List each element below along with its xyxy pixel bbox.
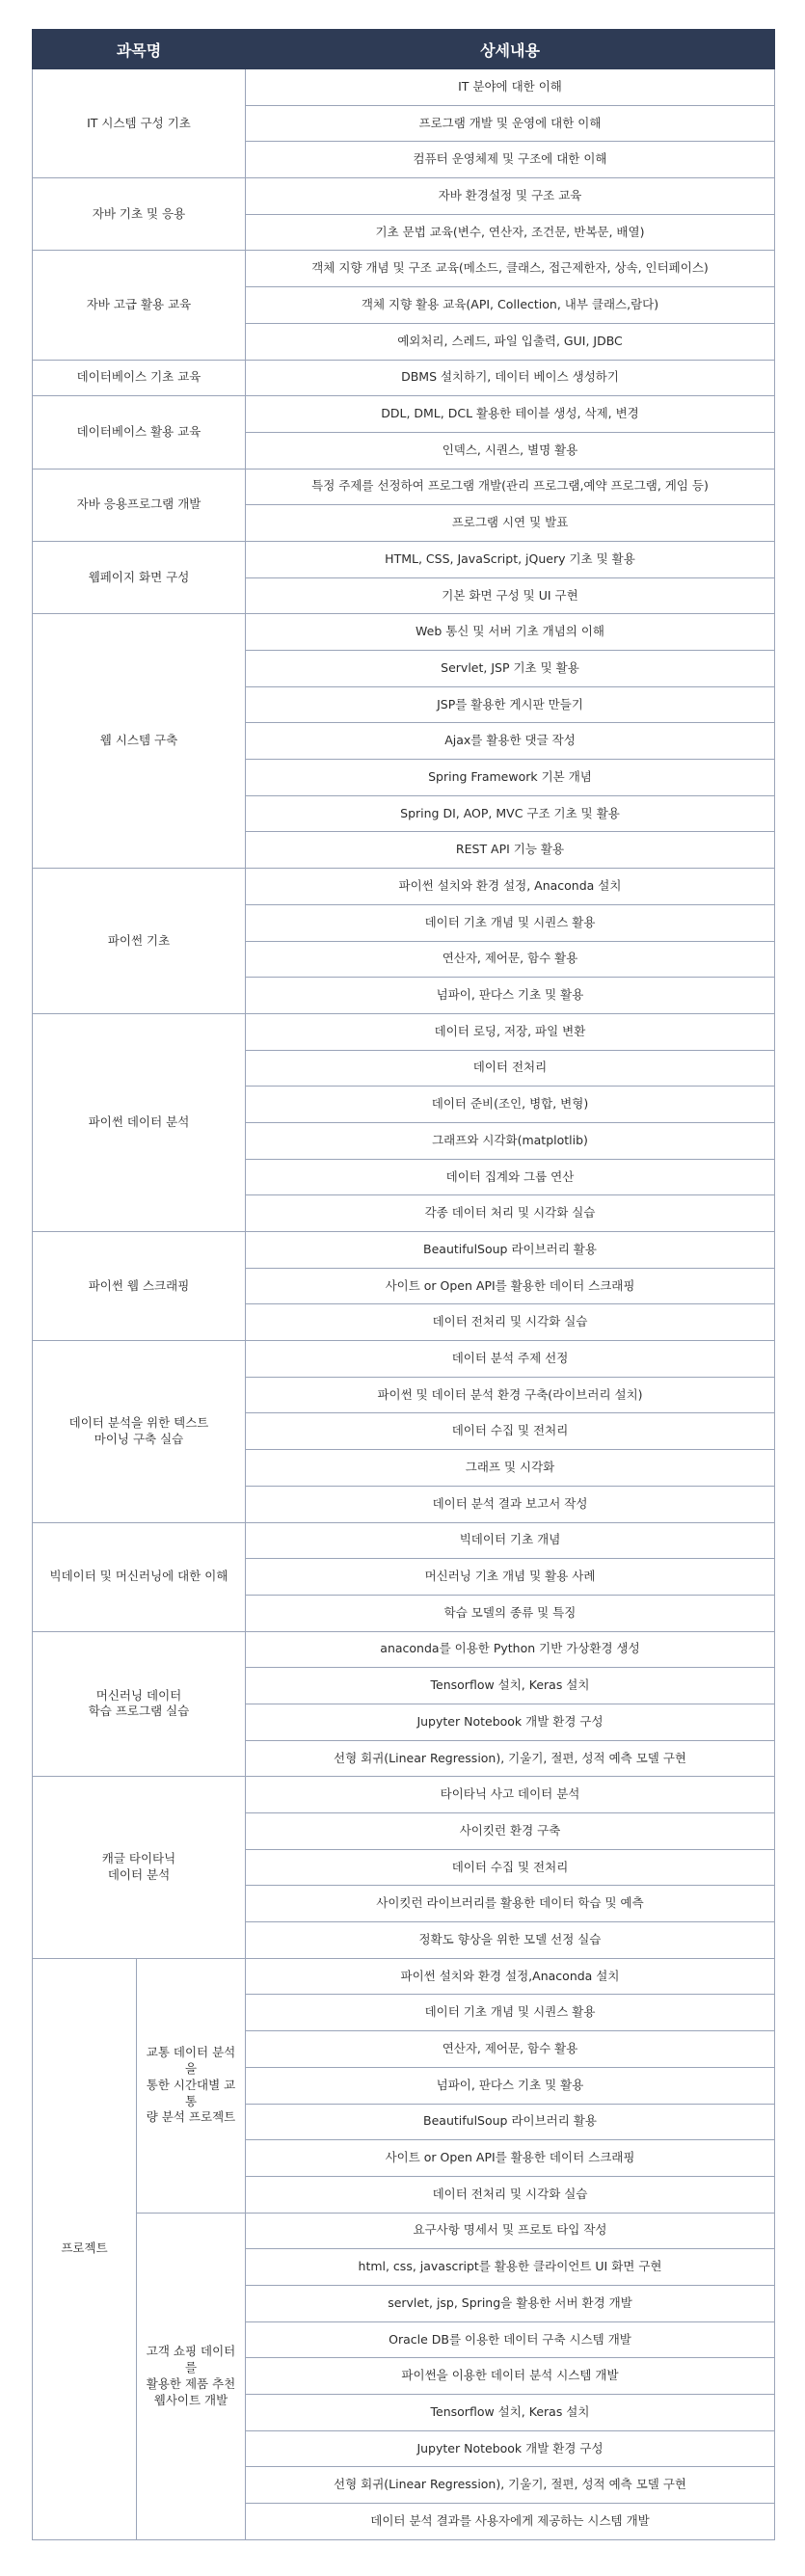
table-row — [33, 360, 775, 396]
course-detail: 객체 지향 개념 및 구조 교육(메소드, 클래스, 접근제한자, 상속, 인터페이스) — [246, 251, 775, 287]
course-detail: 사이킷런 환경 구축 — [246, 1813, 775, 1850]
course-detail: Tensorflow 설치, Keras 설치 — [246, 1668, 775, 1704]
header-detail: 상세내용 — [246, 30, 775, 69]
table-row — [33, 1958, 775, 1995]
course-detail: 머신러닝 기초 개념 및 활용 사례 — [246, 1559, 775, 1596]
table-row — [33, 251, 775, 287]
table-row — [33, 178, 775, 215]
table-row — [33, 1631, 775, 1668]
course-detail: Servlet, JSP 기초 및 활용 — [246, 651, 775, 687]
course-detail: 정확도 향상을 위한 모델 선정 실습 — [246, 1922, 775, 1959]
table-body — [33, 69, 775, 2540]
course-detail: 학습 모델의 종류 및 특징 — [246, 1595, 775, 1631]
course-detail: 빅데이터 기초 개념 — [246, 1522, 775, 1559]
course-name: 데이터 분석을 위한 텍스트 마이닝 구축 실습 — [33, 1341, 246, 1522]
table-row — [33, 1232, 775, 1269]
course-name: 웹 시스템 구축 — [33, 614, 246, 869]
course-name: 데이터베이스 활용 교육 — [33, 396, 246, 469]
course-name: 데이터베이스 기초 교육 — [33, 360, 246, 396]
project-detail: 데이터 분석 결과를 사용자에게 제공하는 시스템 개발 — [246, 2504, 775, 2540]
course-detail: 인덱스, 시퀀스, 별명 활용 — [246, 432, 775, 469]
table-row — [33, 869, 775, 905]
course-detail: IT 분야에 대한 이해 — [246, 69, 775, 106]
course-detail: 파이썬 및 데이터 분석 환경 구축(라이브러리 설치) — [246, 1377, 775, 1413]
course-name: 파이썬 웹 스크래핑 — [33, 1232, 246, 1341]
course-detail: 데이터 수집 및 전처리 — [246, 1849, 775, 1886]
project-sub-name: 고객 쇼핑 데이터를 활용한 제품 추천 웹사이트 개발 — [137, 2213, 246, 2539]
course-detail: BeautifulSoup 라이브러리 활용 — [246, 1232, 775, 1269]
project-detail: servlet, jsp, Spring을 활용한 서버 환경 개발 — [246, 2285, 775, 2321]
course-detail: 자바 환경설정 및 구조 교육 — [246, 178, 775, 215]
course-name: 자바 고급 활용 교육 — [33, 251, 246, 360]
course-detail: Spring Framework 기본 개념 — [246, 760, 775, 796]
project-detail: BeautifulSoup 라이브러리 활용 — [246, 2104, 775, 2140]
course-detail: 데이터 집계와 그룹 연산 — [246, 1159, 775, 1195]
table-row — [33, 1341, 775, 1378]
course-detail: 데이터 준비(조인, 병합, 변형) — [246, 1087, 775, 1123]
course-detail: 프로그램 시연 및 발표 — [246, 505, 775, 542]
project-detail: Jupyter Notebook 개발 환경 구성 — [246, 2430, 775, 2467]
course-detail: 넘파이, 판다스 기초 및 활용 — [246, 978, 775, 1014]
project-detail: 선형 회귀(Linear Regression), 기울기, 절편, 성적 예측 모델 구현 — [246, 2467, 775, 2504]
table-row — [33, 541, 775, 577]
course-detail: 선형 회귀(Linear Regression), 기울기, 절편, 성적 예측 모델 구현 — [246, 1740, 775, 1777]
course-detail: 기초 문법 교육(변수, 연산자, 조건문, 반복문, 배열) — [246, 214, 775, 251]
table-row — [33, 396, 775, 433]
course-detail: 사이트 or Open API를 활용한 데이터 스크래핑 — [246, 1268, 775, 1304]
course-detail: 특정 주제를 선정하여 프로그램 개발(관리 프로그램,예약 프로그램, 게임 등) — [246, 469, 775, 505]
course-detail: HTML, CSS, JavaScript, jQuery 기초 및 활용 — [246, 541, 775, 577]
curriculum-table-wrapper — [32, 29, 774, 2540]
project-detail: 연산자, 제어문, 함수 활용 — [246, 2031, 775, 2068]
project-detail: 데이터 기초 개념 및 시퀀스 활용 — [246, 1995, 775, 2031]
course-detail: Web 통신 및 서버 기초 개념의 이해 — [246, 614, 775, 651]
course-detail: 데이터 전처리 및 시각화 실습 — [246, 1304, 775, 1341]
course-detail: 예외처리, 스레드, 파일 입출력, GUI, JDBC — [246, 323, 775, 360]
course-name: 파이썬 데이터 분석 — [33, 1013, 246, 1231]
project-detail: 넘파이, 판다스 기초 및 활용 — [246, 2067, 775, 2104]
course-detail: 타이타닉 사고 데이터 분석 — [246, 1777, 775, 1813]
course-detail: 데이터 분석 결과 보고서 작성 — [246, 1486, 775, 1522]
course-detail: 데이터 수집 및 전처리 — [246, 1413, 775, 1450]
course-detail: Jupyter Notebook 개발 환경 구성 — [246, 1704, 775, 1740]
course-detail: 사이킷런 라이브러리를 활용한 데이터 학습 및 예측 — [246, 1886, 775, 1922]
course-detail: Ajax를 활용한 댓글 작성 — [246, 723, 775, 760]
table-row — [33, 1013, 775, 1050]
course-detail: JSP를 활용한 게시판 만들기 — [246, 686, 775, 723]
course-name: 자바 응용프로그램 개발 — [33, 469, 246, 541]
course-detail: 각종 데이터 처리 및 시각화 실습 — [246, 1195, 775, 1232]
project-name: 프로젝트 — [33, 1958, 137, 2539]
project-detail: 파이썬을 이용한 데이터 분석 시스템 개발 — [246, 2358, 775, 2395]
course-name: 빅데이터 및 머신러닝에 대한 이해 — [33, 1522, 246, 1631]
table-row — [33, 69, 775, 106]
course-detail: 파이썬 설치와 환경 설정, Anaconda 설치 — [246, 869, 775, 905]
course-detail: Spring DI, AOP, MVC 구조 기초 및 활용 — [246, 795, 775, 832]
course-name: 파이썬 기초 — [33, 869, 246, 1014]
course-detail: REST API 기능 활용 — [246, 832, 775, 869]
course-detail: 기본 화면 구성 및 UI 구현 — [246, 577, 775, 614]
course-name: IT 시스템 구성 기초 — [33, 69, 246, 178]
project-detail: 요구사항 명세서 및 프로토 타입 작성 — [246, 2213, 775, 2249]
table-header-row — [33, 30, 775, 69]
course-detail: 그래프 및 시각화 — [246, 1450, 775, 1487]
course-detail: 컴퓨터 운영체제 및 구조에 대한 이해 — [246, 142, 775, 178]
course-detail: anaconda를 이용한 Python 기반 가상환경 생성 — [246, 1631, 775, 1668]
project-detail: Oracle DB를 이용한 데이터 구축 시스템 개발 — [246, 2321, 775, 2358]
course-detail: 객체 지향 활용 교육(API, Collection, 내부 클래스,람다) — [246, 287, 775, 324]
table-row — [33, 2213, 775, 2249]
course-detail: 데이터 전처리 — [246, 1050, 775, 1087]
course-detail: 데이터 로딩, 저장, 파일 변환 — [246, 1013, 775, 1050]
project-detail: 데이터 전처리 및 시각화 실습 — [246, 2176, 775, 2213]
table-row — [33, 469, 775, 505]
project-detail: html, css, javascript를 활용한 클라이언트 UI 화면 구현 — [246, 2249, 775, 2286]
course-detail: 데이터 분석 주제 선정 — [246, 1341, 775, 1378]
project-detail: 파이썬 설치와 환경 설정,Anaconda 설치 — [246, 1958, 775, 1995]
table-row — [33, 1522, 775, 1559]
table-row — [33, 614, 775, 651]
course-name: 머신러닝 데이터 학습 프로그램 실습 — [33, 1631, 246, 1777]
course-name: 웹페이지 화면 구성 — [33, 541, 246, 613]
course-name: 자바 기초 및 응용 — [33, 178, 246, 251]
table-row — [33, 1777, 775, 1813]
course-detail: 프로그램 개발 및 운영에 대한 이해 — [246, 105, 775, 142]
project-detail: 사이트 or Open API를 활용한 데이터 스크래핑 — [246, 2140, 775, 2177]
header-subject: 과목명 — [33, 30, 246, 69]
project-sub-name: 교통 데이터 분석을 통한 시간대별 교통 량 분석 프로젝트 — [137, 1958, 246, 2213]
course-detail: DDL, DML, DCL 활용한 테이블 생성, 삭제, 변경 — [246, 396, 775, 433]
project-detail: Tensorflow 설치, Keras 설치 — [246, 2395, 775, 2431]
course-detail: DBMS 설치하기, 데이터 베이스 생성하기 — [246, 360, 775, 396]
course-detail: 연산자, 제어문, 함수 활용 — [246, 941, 775, 978]
curriculum-table — [32, 29, 775, 2540]
course-detail: 데이터 기초 개념 및 시퀀스 활용 — [246, 904, 775, 941]
course-name: 캐글 타이타닉 데이터 분석 — [33, 1777, 246, 1958]
course-detail: 그래프와 시각화(matplotlib) — [246, 1122, 775, 1159]
